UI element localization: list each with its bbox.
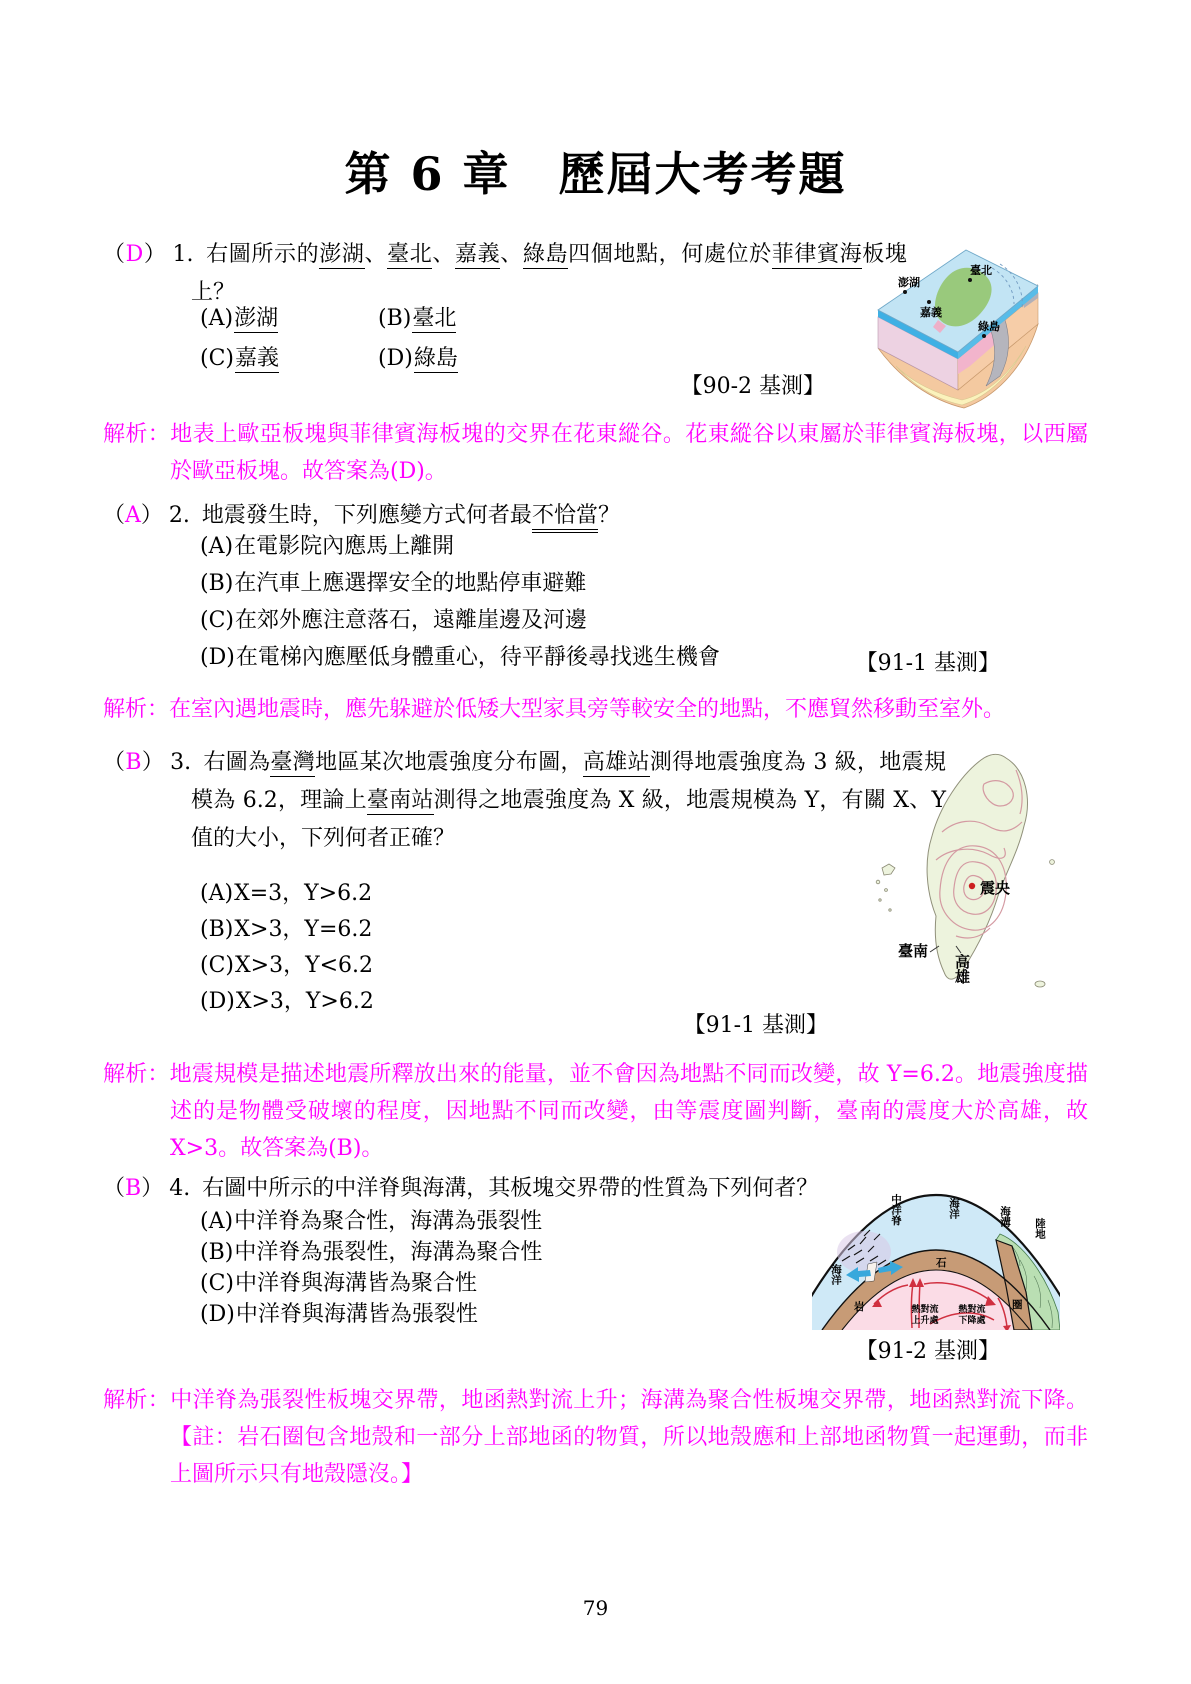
option-3d: (D)X>3，Y>6.2 [200, 989, 374, 1014]
question-1-options [200, 304, 630, 374]
option-3c: (C)X>3，Y<6.2 [200, 953, 374, 978]
epicenter-dot [969, 883, 975, 889]
answer-letter-4: B [125, 1176, 142, 1201]
question-4-source-tag: 【91-2 基測】 [855, 1339, 1000, 1364]
question-1-stem [103, 236, 907, 312]
option-4c: (C)中洋脊與海溝皆為聚合性 [200, 1271, 478, 1296]
question-3-stem [103, 744, 946, 858]
label-ocean-left: 海洋 [830, 1264, 842, 1285]
chapter-title: 第 6 章 歷屆大考考題 [344, 147, 847, 201]
option-2d: (D)在電梯內應壓低身體重心，待平靜後尋找逃生機會 [200, 645, 720, 670]
answer-mark-4: （B） [103, 1176, 164, 1201]
option-3b: (B)X>3，Y=6.2 [200, 917, 373, 942]
question-2-text: 地震發生時，下列應變方式何者最不恰當？ [202, 503, 620, 533]
block-body [878, 250, 1038, 408]
option-4b: (B)中洋脊為張裂性，海溝為聚合性 [200, 1240, 543, 1265]
label-ocean-top: 海洋 [948, 1198, 960, 1219]
q4-cross-section-figure [812, 1180, 1060, 1330]
answer-letter-1: D [125, 242, 144, 267]
label-mid-ocean-ridge: 中洋脊 [890, 1194, 902, 1226]
question-4-options [200, 1206, 542, 1330]
question-3-source-tag: 【91-1 基測】 [683, 1013, 828, 1038]
answer-letter-3: B [125, 750, 142, 775]
page-number: 79 [582, 1596, 609, 1620]
option-2a: (A)在電影院內應馬上離開 [200, 534, 455, 559]
taiwan-island [927, 754, 1027, 979]
label-kaohsiung: 高雄 [953, 954, 971, 984]
answer-mark-1: （D） [103, 242, 167, 267]
solution-3: 解析：地震規模是描述地震所釋放出來的能量，並不會因為地點不同而改變，故 Y=6.2。地震強度描述的是物體受破壞的程度，因地點不同而改變，由等震度圖判斷，臺南的震度大於高雄，故 X>3。故答案為(B)。 [103, 1062, 1088, 1161]
option-1d: (D)綠島 [378, 346, 458, 371]
label-convection-up-1: 熱對流 [911, 1305, 939, 1315]
answer-letter-2: A [125, 503, 141, 528]
question-2-source-tag: 【91-1 基測】 [855, 651, 1000, 676]
option-1b: (B)臺北 [378, 306, 457, 331]
q1-plate-block-figure [872, 240, 1044, 422]
label-convection-down-1: 熱對流 [958, 1305, 986, 1315]
answer-mark-3: （B） [103, 750, 165, 775]
question-4-number: 4. [169, 1176, 191, 1201]
q3-isoseismal-map-figure [856, 740, 1060, 994]
option-4d: (D)中洋脊與海溝皆為張裂性 [200, 1302, 478, 1327]
label-trench: 海溝 [999, 1206, 1011, 1227]
label-land: 陸地 [1034, 1218, 1046, 1239]
question-1-text: 右圖所示的澎湖、臺北、嘉義、綠島四個地點，何處位於菲律賓海板塊上？ [191, 242, 907, 305]
answer-mark-2: （A） [103, 503, 163, 528]
question-2-number: 2. [168, 503, 190, 528]
label-lithosphere-3: 圈 [1012, 1299, 1023, 1311]
label-epicenter: 震央 [980, 879, 1011, 897]
option-2c: (C)在郊外應注意落石，遠離崖邊及河邊 [200, 608, 588, 633]
label-convection-up-2: 上升處 [911, 1316, 939, 1326]
label-lithosphere-2: 石 [936, 1257, 947, 1269]
option-1a: (A)澎湖 [200, 306, 279, 331]
label-tainan: 臺南 [898, 942, 929, 960]
label-penghu: 澎湖 [898, 276, 920, 289]
question-1-source-tag: 【90-2 基測】 [680, 374, 825, 399]
option-2b: (B)在汽車上應選擇安全的地點停車避難 [200, 571, 587, 596]
label-convection-down-2: 下降處 [958, 1316, 986, 1326]
question-3-number: 3. [170, 750, 192, 775]
question-4-text: 右圖中所示的中洋脊與海溝，其板塊交界帶的性質為下列何者？ [202, 1176, 819, 1201]
option-3a: (A)X=3，Y>6.2 [200, 881, 373, 906]
question-3-text: 右圖為臺灣地區某次地震強度分布圖，高雄站測得地震強度為 3 級，地震規模為 6.2，理論上臺南站測得之地震強度為 X 級，地震規模為 Y，有關 X、Y 值的大小，下列何者正確？ [191, 750, 946, 851]
solution-4: 解析：中洋脊為張裂性板塊交界帶，地函熱對流上升；海溝為聚合性板塊交界帶，地函熱對流下降。【註：岩石圈包含地殼和一部分上部地函的物質，所以地殼應和上部地函物質一起運動，而非上圖所示只有地殼隱沒。】 [103, 1388, 1088, 1487]
question-1-number: 1. [172, 242, 194, 267]
label-taipei: 臺北 [970, 264, 992, 277]
question-3-options [200, 876, 374, 1020]
solution-2: 解析：在室內遇地震時，應先躲避於低矮大型家具旁等較安全的地點，不應貿然移動至室外。 [103, 697, 1006, 722]
option-4a: (A)中洋脊為聚合性，海溝為張裂性 [200, 1209, 543, 1234]
label-chiayi: 嘉義 [920, 306, 942, 319]
solution-1: 解析：地表上歐亞板塊與菲律賓海板塊的交界在花東縱谷。花東縱谷以東屬於菲律賓海板塊，以西屬於歐亞板塊。故答案為(D)。 [103, 422, 1088, 484]
label-green-island: 綠島 [978, 320, 1000, 333]
label-lithosphere-1: 岩 [854, 1301, 865, 1313]
option-1c: (C)嘉義 [200, 346, 280, 371]
